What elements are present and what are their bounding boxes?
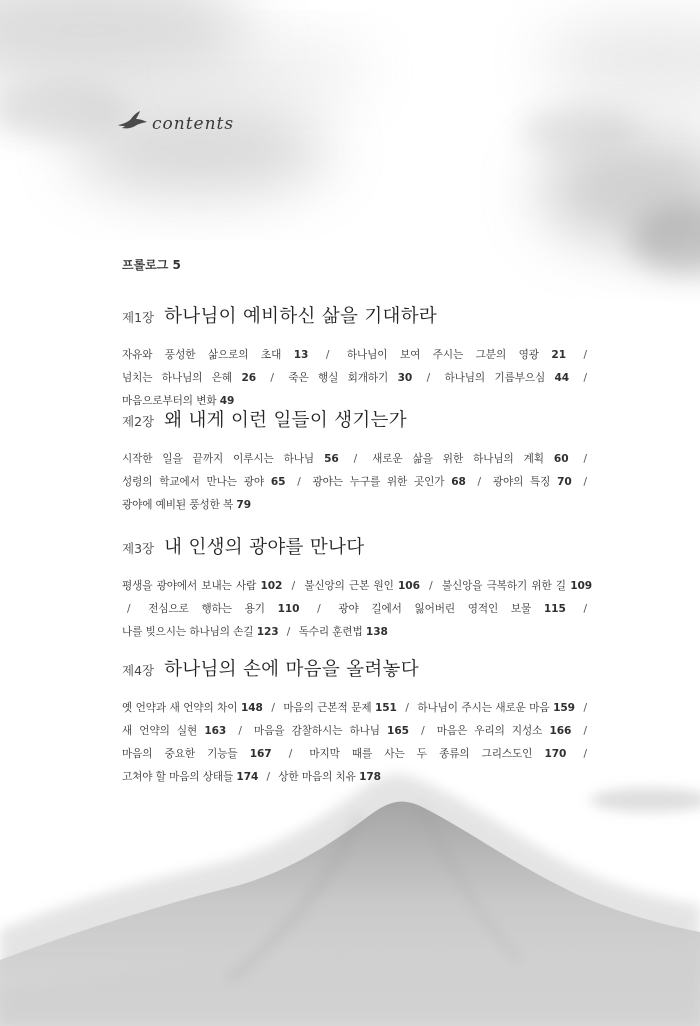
- section-entry: [122, 499, 251, 511]
- section-title: 불신앙을 극복하기 위한 길: [441, 580, 566, 592]
- section-page-number: 159: [553, 702, 575, 714]
- section-page-number: 110: [277, 603, 300, 615]
- section-page-number: 13: [293, 349, 309, 361]
- section-title: 전심으로 행하는 용기: [148, 603, 265, 615]
- section-page-number: 174: [236, 771, 259, 783]
- separator: /: [325, 349, 330, 361]
- section-page-number: 115: [543, 603, 566, 615]
- section-entry: [278, 771, 381, 783]
- chapter-title: 하나님의 손에 마음을 올려놓다: [164, 659, 419, 680]
- section-title: 마음으로부터의 변화: [122, 395, 217, 407]
- separator: /: [405, 702, 409, 714]
- section-title: 넘치는 하나님의 은혜: [122, 372, 233, 384]
- section-page-number: 123: [256, 626, 279, 638]
- section-title: 새 언약의 실현: [122, 725, 198, 737]
- section-page-number: 178: [359, 771, 381, 783]
- chapter-heading: [122, 302, 592, 328]
- section-page-number: 170: [544, 748, 567, 760]
- section-entry: [122, 476, 285, 488]
- section-page-number: 109: [570, 580, 593, 592]
- bird-icon: [116, 109, 150, 133]
- section-entry: [288, 372, 412, 384]
- section-page-number: 49: [219, 395, 235, 407]
- separator: /: [583, 349, 587, 361]
- chapter-heading: [122, 655, 592, 681]
- section-entry: [442, 580, 592, 592]
- section-page-number: 79: [236, 499, 251, 511]
- section-page-number: 148: [240, 702, 263, 714]
- section-title: 시작한 일을 끝까지 이루시는 하나님: [122, 453, 315, 465]
- chapter-title: 하나님이 예비하신 삶을 기대하라: [164, 306, 438, 327]
- chapter-heading: [122, 406, 592, 432]
- chapter-title: 왜 내게 이런 일들이 생기는가: [164, 410, 407, 431]
- chapter-number: 제2장: [122, 414, 155, 429]
- section-page-number: 102: [260, 580, 283, 592]
- section-page-number: 163: [204, 725, 227, 737]
- section-title: 마음을 감찰하시는 하나님: [254, 725, 380, 737]
- chapter-number: 제1장: [122, 310, 155, 325]
- section-entry: [122, 771, 258, 783]
- section-entry: [417, 702, 575, 714]
- section-page-number: 21: [551, 349, 566, 361]
- separator: /: [583, 476, 587, 488]
- chapter-heading: [122, 533, 592, 559]
- section-page-number: 70: [557, 476, 572, 488]
- separator: /: [127, 603, 131, 615]
- section-entry: [299, 626, 388, 638]
- section-entry: [372, 453, 568, 465]
- section-title: 마지막 때를 사는 두 종류의 그리스도인: [309, 748, 533, 760]
- separator: /: [477, 476, 482, 488]
- section-title: 마음의 근본적 문제: [283, 702, 372, 714]
- chapter-4: [122, 655, 592, 789]
- section-entry: [122, 453, 339, 465]
- section-page-number: 138: [365, 626, 388, 638]
- section-entry: [283, 702, 396, 714]
- separator: /: [421, 725, 425, 737]
- separator: /: [583, 453, 587, 465]
- prologue-entry: 프롤로그 5: [122, 258, 181, 272]
- section-title: 불신앙의 근본 원인: [304, 580, 394, 592]
- separator: /: [286, 626, 291, 638]
- separator: /: [317, 603, 321, 615]
- separator: /: [353, 453, 358, 465]
- section-page-number: 26: [241, 372, 256, 384]
- section-entry: [304, 580, 420, 592]
- chapter-2: [122, 406, 592, 517]
- separator: /: [297, 476, 301, 488]
- section-title: 죽은 행실 회개하기: [288, 372, 389, 384]
- chapter-title: 내 인생의 광야를 만나다: [164, 537, 365, 558]
- section-title: 평생을 광야에서 보내는 사람: [122, 580, 257, 592]
- section-page-number: 56: [324, 453, 339, 465]
- section-title: 나를 빚으시는 하나님의 손길: [122, 626, 254, 638]
- section-title: 하나님의 기름부으심: [444, 372, 546, 384]
- section-entry: [312, 476, 465, 488]
- chapter-number: 제4장: [122, 663, 155, 678]
- section-title: 광야는 누구를 위한 곳인가: [312, 476, 445, 488]
- section-title: 성령의 학교에서 만나는 광야: [122, 476, 265, 488]
- section-title: 새로운 삶을 위한 하나님의 계획: [372, 453, 544, 465]
- section-title: 고쳐야 할 마음의 상태들: [122, 771, 234, 783]
- separator: /: [288, 748, 293, 760]
- section-entry: [122, 748, 272, 760]
- separator: /: [583, 372, 587, 384]
- contents-title: contents: [152, 114, 235, 134]
- section-page-number: 166: [549, 725, 572, 737]
- separator: /: [266, 771, 271, 783]
- section-page-number: 167: [249, 748, 272, 760]
- section-title: 광야의 특징: [492, 476, 551, 488]
- section-entry: [338, 603, 565, 615]
- separator: /: [583, 702, 587, 714]
- separator: /: [429, 580, 433, 592]
- section-entry: [122, 349, 308, 361]
- section-title: 광야 길에서 잃어버린 영적인 보물: [338, 603, 532, 615]
- chapter-sections: [122, 448, 592, 517]
- section-page-number: 60: [553, 453, 569, 465]
- section-entry: [445, 372, 570, 384]
- section-page-number: 106: [398, 580, 420, 592]
- separator: /: [270, 372, 274, 384]
- separator: /: [583, 748, 587, 760]
- section-title: 마음의 중요한 기능들: [122, 748, 238, 760]
- section-entry: [122, 725, 226, 737]
- section-page-number: 30: [397, 372, 413, 384]
- section-entry: [493, 476, 572, 488]
- section-page-number: 44: [554, 372, 570, 384]
- section-page-number: 65: [270, 476, 286, 488]
- section-entry: [148, 603, 299, 615]
- chapter-sections: [122, 344, 592, 413]
- section-title: 상한 마음의 치유: [278, 771, 356, 783]
- section-page-number: 151: [375, 702, 397, 714]
- section-entry: [122, 372, 256, 384]
- section-title: 하나님이 보여 주시는 그분의 영광: [346, 349, 539, 361]
- section-entry: [254, 725, 409, 737]
- separator: /: [271, 702, 275, 714]
- section-entry: [347, 349, 566, 361]
- separator: /: [238, 725, 242, 737]
- separator: /: [291, 580, 296, 592]
- separator: /: [583, 603, 587, 615]
- separator: /: [583, 725, 587, 737]
- section-entry: [122, 626, 279, 638]
- section-page-number: 68: [451, 476, 466, 488]
- contents-heading: [116, 108, 234, 134]
- section-entry: [122, 702, 263, 714]
- chapter-sections: [122, 697, 592, 789]
- section-entry: [437, 725, 572, 737]
- chapter-number: 제3장: [122, 541, 155, 556]
- section-title: 마음은 우리의 지성소: [436, 725, 543, 737]
- separator: /: [426, 372, 431, 384]
- section-entry: [122, 580, 282, 592]
- section-entry: [309, 748, 566, 760]
- section-title: 옛 언약과 새 언약의 차이: [122, 702, 238, 714]
- chapter-3: [122, 533, 592, 644]
- section-title: 광야에 예비된 풍성한 복: [122, 499, 234, 511]
- section-title: 독수리 훈련법: [298, 626, 363, 638]
- chapter-1: [122, 302, 592, 413]
- section-title: 하나님이 주시는 새로운 마음: [417, 702, 550, 714]
- chapter-sections: [122, 575, 592, 644]
- section-title: 자유와 풍성한 삶으로의 초대: [122, 349, 282, 361]
- section-page-number: 165: [387, 725, 409, 737]
